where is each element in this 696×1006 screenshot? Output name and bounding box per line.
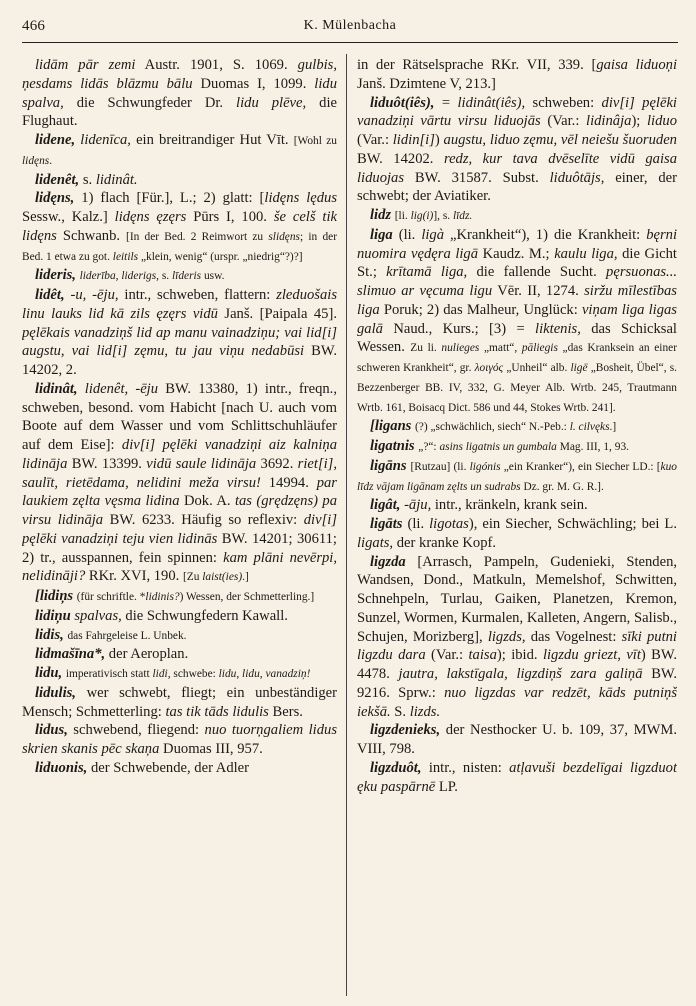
entry-text: (?) „schwächlich, siech“ N.-Peb.: xyxy=(415,421,570,434)
dictionary-entry xyxy=(357,515,677,553)
headword: lidulis, xyxy=(35,684,87,701)
entry-text: kam plāni nevērpi, nelidināji? xyxy=(22,549,337,585)
entry-text: einer, der schwebt; der Aviatiker. xyxy=(357,169,677,205)
entry-text: div[i] pęlēki vanadziņi aiz kalniņa lidināja xyxy=(22,437,337,472)
entry-text: div[i] pęlēki vanadziņi vārtu virsu liduojās xyxy=(357,94,677,130)
entry-text: ligzds, xyxy=(487,628,526,645)
entry-text: nuo ligzdas var redzēt, kāds putniņš iekšā. xyxy=(357,684,677,720)
entry-text: l. cilvęks xyxy=(569,421,610,434)
headword: [ligans xyxy=(370,418,416,435)
entry-text: die Schwungfeder Dr. xyxy=(63,94,237,111)
entry-text: atļavuši bezdelīgai ligzduot ęku paspārnē xyxy=(357,759,677,795)
entry-text: [Zu xyxy=(182,571,203,584)
entry-text: das Vogelnest: xyxy=(525,628,622,645)
entry-text: taisa xyxy=(468,647,497,664)
headword: ligzda xyxy=(370,553,418,570)
entry-text: Janš. Dzimtene V, 213.] xyxy=(357,75,496,92)
entry-text: der kranke Kopf. xyxy=(393,534,497,551)
entry-text: pęrsuonas... slimuo ar vęcuma ligu xyxy=(357,264,677,299)
entry-text: (Var.: xyxy=(357,132,393,148)
headword: liduonis, xyxy=(35,759,91,776)
entry-text: Sessw., Kalz.] xyxy=(22,209,115,225)
entry-text: lidi, xyxy=(152,668,171,680)
entry-text: [li. xyxy=(394,210,411,222)
entry-text: [Arrasch, Pampeln, Gudenieki, Stenden, Wandsen, Dond., Matkuln, Memelshof, Schwitten, Schnehpeln, Turlau, Gaiken, Planetzen, Kremon, Sunzel, Wormen, Kurmalen, Kalleten, Angern, Salisb., Schujen, Morizberg], xyxy=(357,553,677,645)
entry-text: (Var.: xyxy=(540,113,587,130)
entry-text: nuo tuorņgaliem lidus skrien skanis pēc skaņa xyxy=(22,722,337,757)
entry-text: Vēr. II, 1274. xyxy=(492,283,585,299)
dictionary-entry xyxy=(22,645,337,664)
page-number: 466 xyxy=(22,18,46,34)
entry-text: „matt“, xyxy=(479,342,522,355)
entry-text: „Krankheit“), 1) die Krankheit: xyxy=(444,226,647,243)
entry-text: λοιγός xyxy=(474,362,504,374)
column-divider xyxy=(346,54,347,996)
entry-text: Duomas I, 1099. xyxy=(192,75,315,92)
entry-text: [Rutzau] (li. xyxy=(410,460,470,473)
headword: ligât, xyxy=(370,497,405,514)
dictionary-entry xyxy=(22,664,337,684)
left-column xyxy=(22,56,337,996)
entry-text: der Aeroplan. xyxy=(108,646,189,663)
entry-text: ein breitrandiger Hut Vīt. xyxy=(130,132,294,148)
entry-text: ligónis xyxy=(469,460,501,473)
entry-text: BW. 14202. xyxy=(357,150,444,167)
entry-text: (li. xyxy=(407,516,430,532)
dictionary-entry xyxy=(357,206,677,226)
headword: liga xyxy=(370,226,399,243)
entry-text: Pūrs I, 100. xyxy=(186,209,274,225)
entry-text: .] xyxy=(242,571,249,584)
entry-text: ligats, xyxy=(357,534,394,551)
entry-text: kuo līdz vājam ligānam zęlts un sudrabs xyxy=(357,460,677,493)
dictionary-entry xyxy=(22,56,337,131)
entry-text: (für schriftle. * xyxy=(76,591,146,603)
header-rule xyxy=(22,42,678,43)
entry-text: BW. 13380, 1) intr., freqn., schweben, besond. vom Habicht [nach U. auch vom Boote auf dem Wasser und vom Schlittschuhläufer auf dem Eise]: xyxy=(22,380,337,453)
entry-text: BW. 14202, 2. xyxy=(22,343,337,378)
entry-text: „Unheil“ alb. xyxy=(503,362,571,374)
dictionary-entry xyxy=(22,721,337,759)
entry-text: asins ligatnis un gumbala xyxy=(439,441,557,453)
entry-text: intr., schweben, flattern: xyxy=(118,287,277,303)
entry-text: laist(ies) xyxy=(202,571,243,584)
entry-text: Duomas III, 957. xyxy=(159,741,263,757)
entry-text: der Nesthocker U. b. 109, 37, MWM. VIII, 798. xyxy=(357,722,677,757)
entry-text: ligzdu griezt, vīt xyxy=(542,647,641,664)
entry-text: [In der Bed. 2 Reimwort zu xyxy=(126,230,269,243)
headword: ligatnis xyxy=(370,438,419,454)
right-column xyxy=(357,56,677,996)
entry-text: „das Kranksein an einer schweren Krankheit“, gr. xyxy=(357,342,677,374)
entry-text: liderība, liderigs, xyxy=(79,270,160,283)
running-title: K. Mülenbacha xyxy=(303,18,397,33)
entry-text: Poruk; 2) das Malheur, Unglück: xyxy=(379,301,582,318)
dictionary-entry xyxy=(22,684,337,722)
entry-text: Dok. A. xyxy=(179,493,235,510)
entry-text: lidinis? xyxy=(145,591,180,603)
entry-text: das Schicksal Wessen. xyxy=(357,320,677,356)
entry-text: wer schwebt, fliegt; ein unbeständiger Mensch; Schmetterling: xyxy=(22,684,337,720)
entry-text: BW. 31587. Subst. xyxy=(404,169,550,186)
entry-text: .] xyxy=(609,421,617,434)
entry-text: Schwanb. xyxy=(56,227,127,244)
entry-text: imperativisch statt xyxy=(65,668,153,680)
dictionary-entry xyxy=(357,437,677,457)
entry-text: lidinât. xyxy=(95,171,138,188)
dictionary-entry xyxy=(357,553,677,722)
entry-text: tas tik tāds lidulis xyxy=(165,703,269,720)
entry-text: S. xyxy=(390,703,410,720)
headword: lidenêt, xyxy=(35,171,83,188)
entry-text: schweben: xyxy=(525,94,602,111)
headword: lidmašīna*, xyxy=(35,646,109,663)
entry-text: vidū saule lidināja xyxy=(146,455,257,472)
headword: lideris, xyxy=(35,267,80,284)
entry-text: ; in der Bed. 1 etwa zu got. xyxy=(22,230,337,263)
entry-text: lidenêt, -ēju xyxy=(84,380,159,397)
entry-text: Zu li. xyxy=(410,342,442,355)
dictionary-entry xyxy=(22,131,337,171)
entry-text: kaulu liga, xyxy=(554,245,618,262)
entry-text: BW. 9216. Sprw.: xyxy=(357,666,677,701)
dictionary-entry xyxy=(22,759,337,778)
entry-text: 3692. xyxy=(256,455,298,472)
entry-text: „ein Kranker“), ein Siecher LD.: [ xyxy=(500,460,661,473)
entry-text: Mag. III, 1, 93. xyxy=(556,441,629,453)
dictionary-entry xyxy=(22,380,337,587)
entry-text: -āju, xyxy=(404,497,432,514)
entry-text: intr., nisten: xyxy=(428,759,510,776)
dictionary-entry xyxy=(22,189,337,266)
dictionary-entry xyxy=(357,417,677,437)
headword: lidiņu xyxy=(35,607,75,624)
entry-text: Austr. 1901, S. 1069. xyxy=(135,57,298,73)
entry-text: ligotas xyxy=(429,516,469,532)
entry-text: liduo xyxy=(647,113,677,130)
dictionary-entry xyxy=(22,626,337,646)
entry-text: lidinâja xyxy=(586,113,632,130)
dictionary-entry xyxy=(357,721,677,759)
entry-text: jautra, lakstīgala, ligzdiņš zara galiņā xyxy=(398,666,643,682)
entry-text: ); xyxy=(631,113,647,130)
dictionary-entry xyxy=(357,94,677,207)
entry-text: lidęns lędus xyxy=(264,190,337,207)
entry-text: viņam liga ligas galā xyxy=(357,301,677,337)
entry-text: BW. 14201; 30611; 2) tr., ausspannen, fein spinnen: xyxy=(22,530,337,566)
entry-text: (li. xyxy=(398,226,422,243)
entry-text: „?“: xyxy=(418,441,440,453)
entry-text: Naud., Kurs.; [3) = xyxy=(382,320,536,337)
dictionary-entry xyxy=(22,266,337,286)
entry-text: līdz. xyxy=(452,210,473,222)
entry-text: die Flughaut. xyxy=(22,94,337,130)
entry-text: LP. xyxy=(435,778,458,795)
entry-text: pęlēkais vanadziņš lid ap manu vainadziņu; vai lid[i] augstu, vai lid[i] zęmu, tu jau viņu nedabūsi xyxy=(22,324,337,360)
entry-text: sīki putni ligzdu dara xyxy=(357,628,677,664)
entry-text: s. xyxy=(159,270,172,283)
dictionary-entry xyxy=(357,457,677,497)
entry-text: lizds. xyxy=(409,703,441,720)
entry-text: lidenīca, xyxy=(80,132,131,148)
entry-text: lidęns xyxy=(22,154,50,167)
entry-text: lidu plēve, xyxy=(236,94,307,111)
entry-text: ) xyxy=(434,132,444,148)
headword: ligāns xyxy=(370,457,411,474)
entry-text: ); ibid. xyxy=(496,647,543,664)
dictionary-entry xyxy=(357,56,677,94)
entry-text: spalvas, xyxy=(74,607,122,624)
entry-text: (Var.: xyxy=(425,647,469,664)
entry-text: [Wohl zu xyxy=(293,135,337,147)
entry-text: der Schwebende, der Adler xyxy=(90,759,250,776)
entry-text: schwebend, fliegend: xyxy=(73,722,205,739)
entry-text: Dz. gr. M. G. R.]. xyxy=(520,480,604,493)
entry-text: par laukiem zęlta vęsma lidina xyxy=(22,474,337,510)
entry-text: redz, kur tava dvēselīte vidū gaisa liduojas xyxy=(357,150,677,186)
entry-text: die fallende Sucht. xyxy=(467,264,607,281)
entry-text: 1) flach [Für.], L.; 2) glatt: [ xyxy=(81,190,265,207)
entry-text: Kaudz. M.; xyxy=(478,245,555,262)
entry-text: ], s. xyxy=(433,210,453,222)
entry-text: in der Rätselsprache RKr. VII, 339. [ xyxy=(357,57,597,73)
entry-text: ), ein Siecher, Schwächling; bei L. xyxy=(468,516,677,532)
headword: ligzdenieks, xyxy=(370,722,446,739)
headword: lidęns, xyxy=(35,190,82,207)
entry-text: lidu, lidu, vanadziņ! xyxy=(218,668,311,680)
headword: lidz xyxy=(370,207,395,223)
dictionary-entry xyxy=(357,226,677,418)
entry-text: die Gicht St.; xyxy=(357,245,677,281)
entry-text: nulieges xyxy=(441,342,480,355)
entry-text: siržu mīlestības liga xyxy=(357,283,677,318)
dictionary-entry xyxy=(22,171,337,190)
entry-text: ) BW. 4478. xyxy=(357,647,677,682)
entry-text: die Schwungfedern Kawall. xyxy=(121,607,288,624)
entry-text: bęrni nuomira vędęra ligā xyxy=(357,226,677,262)
entry-text: še celš tik lidęns xyxy=(22,209,337,244)
headword: lidus, xyxy=(35,722,74,739)
headword: [lidiņs xyxy=(35,588,77,604)
entry-text: = xyxy=(441,94,458,111)
entry-text: lidin[i] xyxy=(392,132,435,148)
entry-text: tas (grędzęns) pa virsu lidināja xyxy=(22,493,337,528)
entry-text: s. xyxy=(82,171,96,188)
headword: liduôt(iês), xyxy=(370,94,442,111)
entry-text: krītamā liga, xyxy=(386,264,468,281)
entry-text: div[i] pęlēki vanadziņi teju vien lidinās xyxy=(22,512,337,547)
entry-text: lig(i) xyxy=(410,210,434,222)
entry-text: BW. 13399. xyxy=(67,455,147,472)
entry-text: lidinât(iês), xyxy=(457,94,526,111)
headword: ligzduôt, xyxy=(370,759,429,776)
entry-text: lidām pār zemi xyxy=(35,57,136,73)
entry-text: lidęns ęzęrs xyxy=(114,209,187,225)
entry-text: leitils xyxy=(112,250,139,263)
dictionary-entry xyxy=(22,587,337,607)
dictionary-entry xyxy=(22,286,337,380)
page-header xyxy=(22,12,678,38)
entry-text: gaisa liduoņi xyxy=(596,57,677,73)
entry-text: „Bosheit, Übel“, s. Bezzenberger BB. IV, 332, G. Meyer Alb. Wrtb. 245, Trautmann Wrtb. 161, Boisacq Dict. 586 und 44, Stokes Wrtb. 241]. xyxy=(357,362,677,414)
entry-text: „klein, wenig“ (urspr. „niedrig“?)?] xyxy=(138,250,303,263)
entry-text: lidu spalva, xyxy=(22,75,337,111)
dictionary-entry xyxy=(357,759,677,797)
entry-text: RKr. XVI, 190. xyxy=(85,568,183,585)
entry-text: gulbis, ņesdams lidās blāzmu bālu xyxy=(22,57,337,92)
entry-text: riet[i], saulīt, rietēdama, nelidini meža virsu! xyxy=(22,455,337,491)
entry-text: usw. xyxy=(201,270,225,283)
entry-text: BW. 6233. Häufig so reflexiv: xyxy=(103,512,304,528)
dictionary-entry xyxy=(357,496,677,515)
entry-text: liduôtājs, xyxy=(549,169,605,186)
entry-text: līderis xyxy=(172,270,202,283)
entry-text: ligë xyxy=(570,362,588,374)
entry-text: Bers. xyxy=(268,703,303,720)
headword: lidinât, xyxy=(35,380,85,397)
headword: lidu, xyxy=(35,665,66,681)
entry-text: ligà xyxy=(421,226,445,243)
entry-text: schwebe: xyxy=(170,668,219,680)
entry-text: augstu, liduo zęmu, vēl neiešu šuoruden xyxy=(443,132,677,148)
entry-text: liktenis, xyxy=(535,320,581,337)
entry-text: intr., kränkeln, krank sein. xyxy=(431,497,588,514)
entry-text: ) Wessen, der Schmetterling.] xyxy=(179,591,315,603)
entry-text: slidęns xyxy=(268,230,300,243)
entry-text: 14994. xyxy=(260,474,317,491)
entry-text: . xyxy=(49,154,53,167)
entry-text: das Fahrgeleise L. Unbek. xyxy=(67,629,187,642)
headword: lidêt, xyxy=(35,287,71,303)
dictionary-entry xyxy=(22,607,337,626)
headword: lidene, xyxy=(35,132,81,148)
entry-text: Janš. [Paipala 45]. xyxy=(217,305,337,322)
entry-text: -u, -ēju, xyxy=(70,287,119,303)
entry-text: zleduošais linu lauks lid kā zils ęzęrs vidū xyxy=(22,287,337,322)
entry-text: pāliegis xyxy=(521,342,558,355)
headword: ligāts xyxy=(370,516,408,532)
headword: lidis, xyxy=(35,626,68,643)
